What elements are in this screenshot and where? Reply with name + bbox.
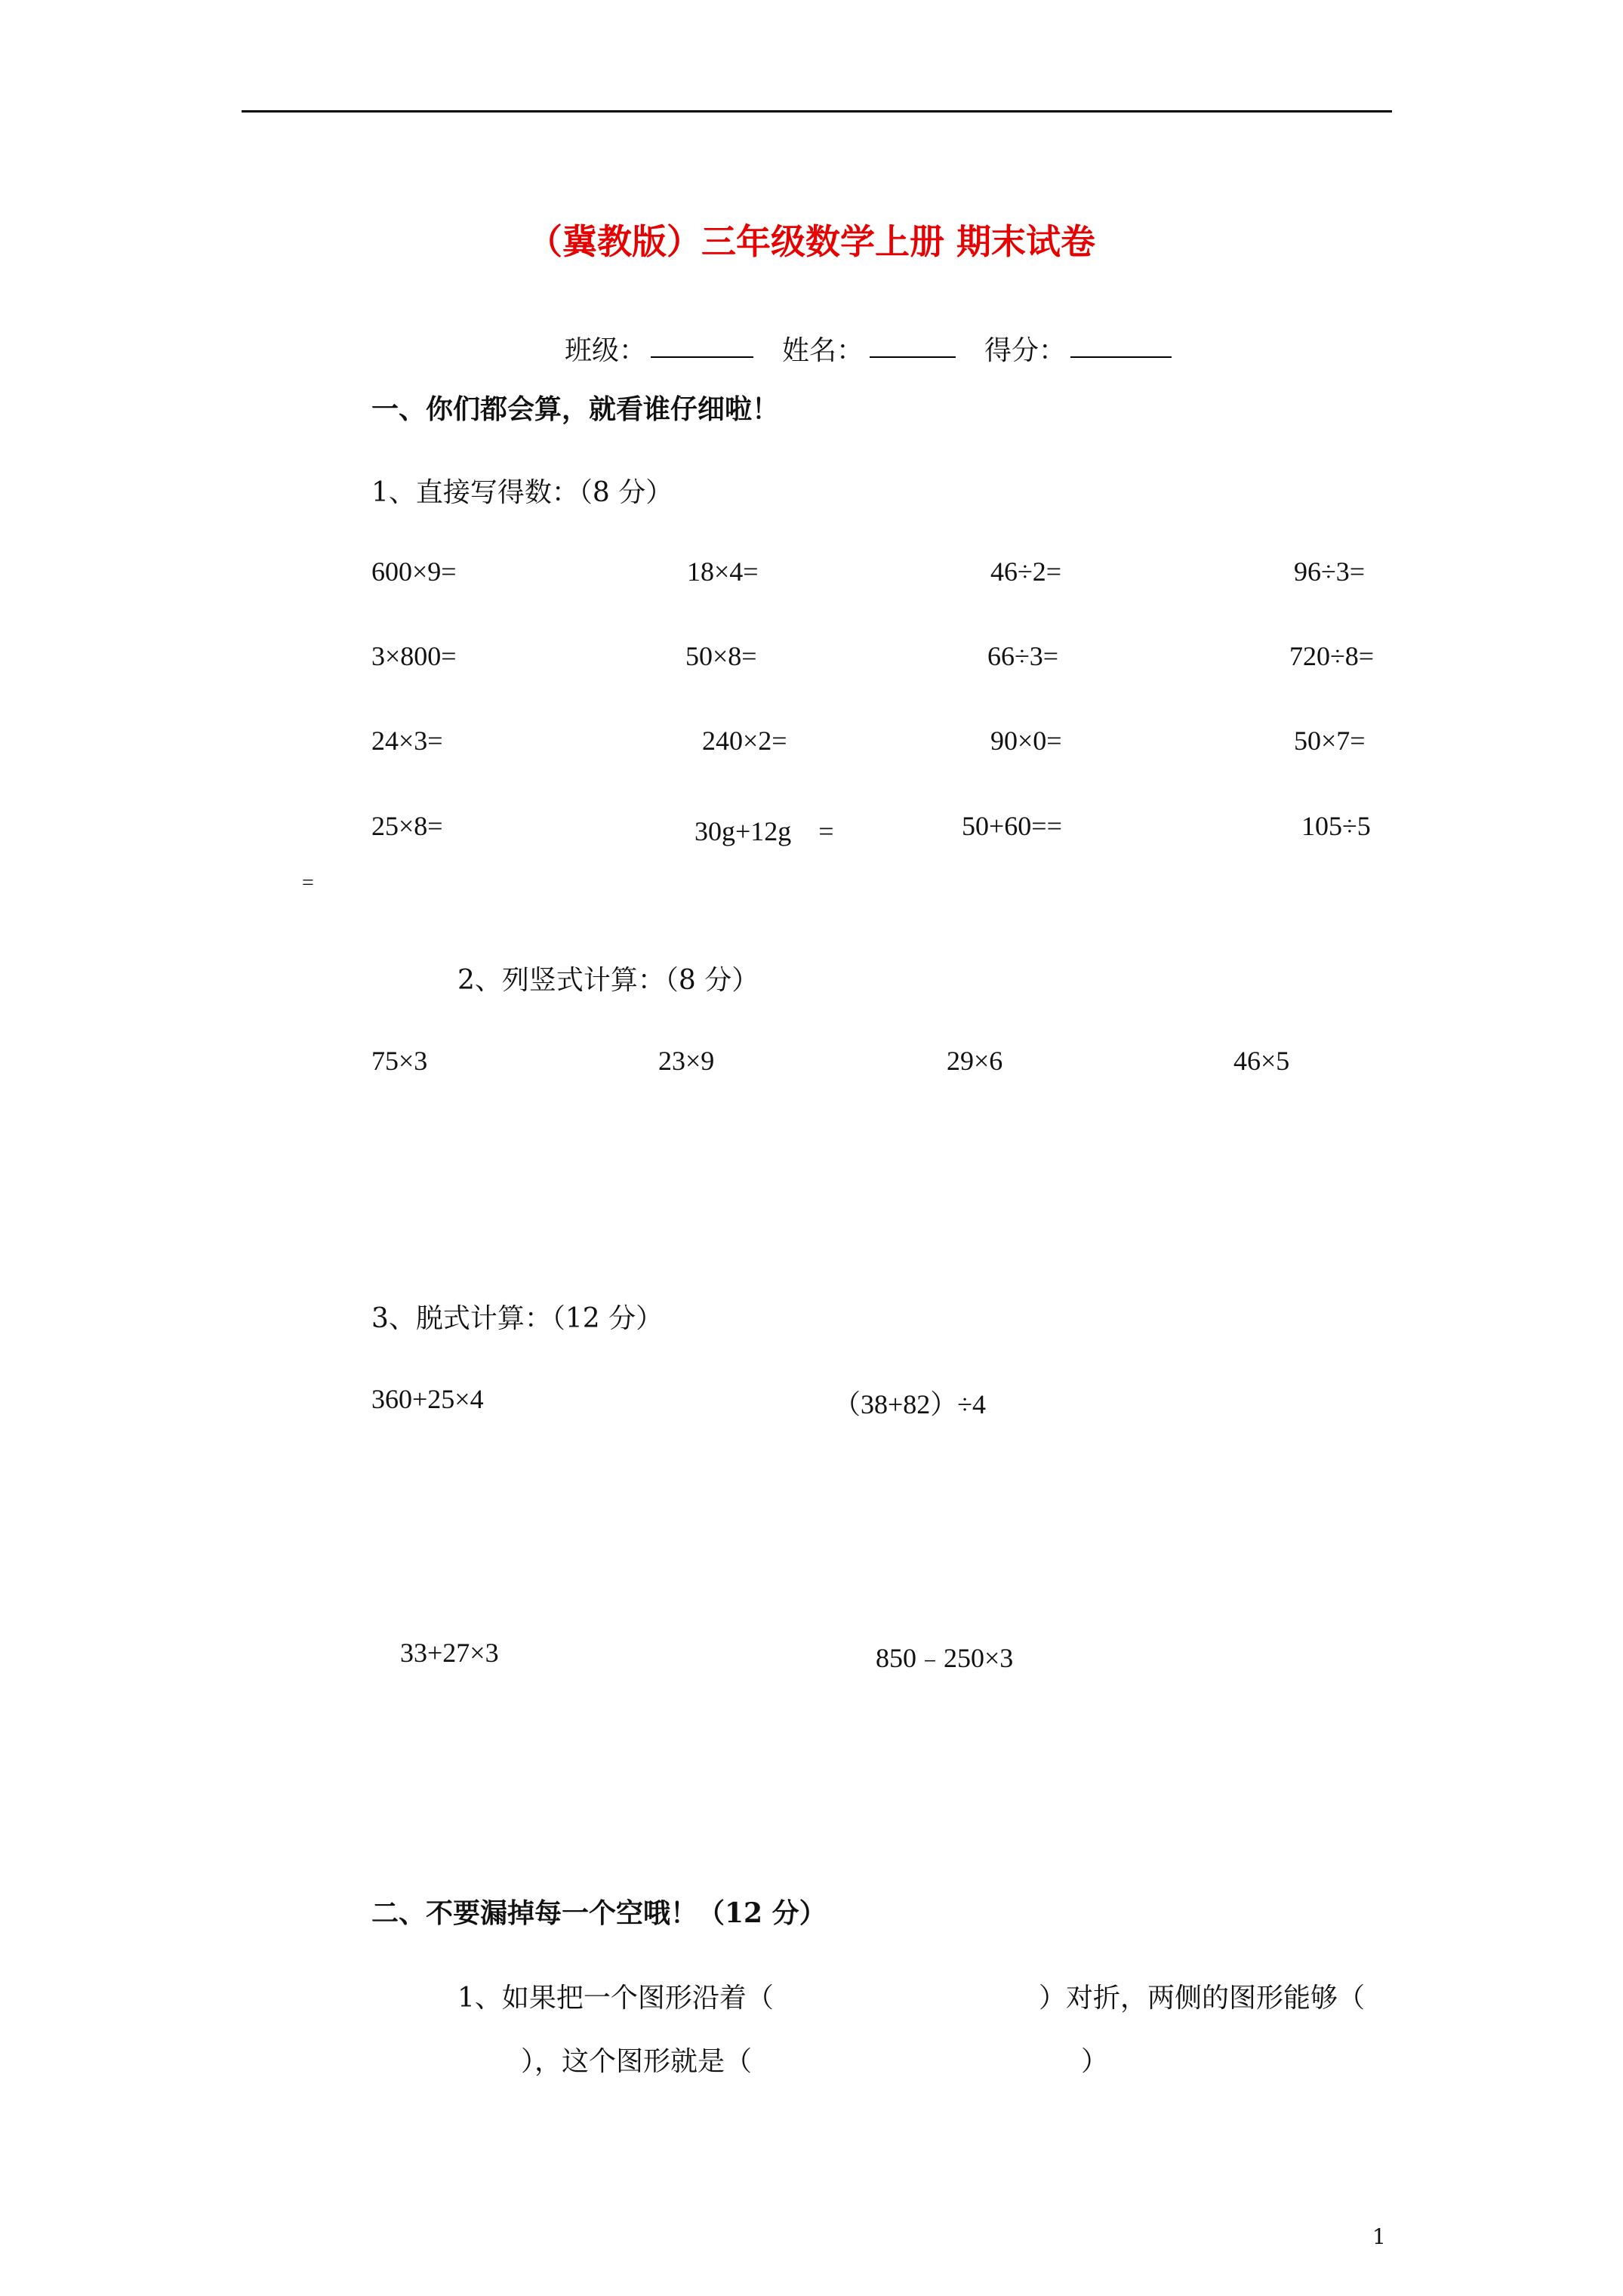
q1-item: 50×7= <box>1294 726 1366 756</box>
q1-item: 90×0= <box>990 726 1062 756</box>
name-label: 姓名： <box>782 335 864 366</box>
q1-item: 24×3= <box>371 726 443 756</box>
q1-item: 30g+12g = <box>694 816 834 846</box>
class-label: 班级： <box>565 335 647 366</box>
section1-heading: 一、你们都会算，就看谁仔细啦！ <box>371 393 780 425</box>
q1-item: 50×8= <box>685 641 757 671</box>
q1-item: 46÷2= <box>990 556 1062 587</box>
s2-q1-text: 1、如果把一个图形沿着（ <box>457 1983 774 2014</box>
q2-title: 2、列竖式计算：（8 分） <box>457 965 759 996</box>
s2-q1-text: ），这个图形就是（ <box>521 2046 753 2077</box>
q1-item: 66÷3= <box>987 641 1059 671</box>
score-blank[interactable] <box>1070 329 1172 365</box>
q2-item: 29×6 <box>947 1046 1003 1076</box>
q1-item: 105÷5 <box>1301 811 1371 841</box>
name-blank[interactable] <box>870 329 956 365</box>
score-label: 得分： <box>984 335 1067 366</box>
class-blank[interactable] <box>651 329 753 365</box>
q1-title: 1、直接写得数：（8 分） <box>371 477 673 508</box>
q1-item: 50+60== <box>962 811 1062 841</box>
q1-item: 720÷8= <box>1289 641 1375 671</box>
q3-item: 360+25×4 <box>371 1384 484 1414</box>
q1-item: 18×4= <box>687 556 759 587</box>
s2-q1-text: ） <box>1081 2046 1109 2077</box>
s2-q1-text: ）对折，两侧的图形能够（ <box>1039 1983 1366 2014</box>
q1-item: 240×2= <box>702 726 787 756</box>
section2-heading: 二、不要漏掉每一个空哦！（12 分） <box>371 1897 827 1929</box>
page-number: 1 <box>1372 2224 1386 2249</box>
header-rule <box>242 110 1392 112</box>
q1-item: 25×8= <box>371 811 443 841</box>
q1-wrap-equals: = <box>302 871 314 895</box>
q3-item: （38+82）÷4 <box>833 1389 987 1419</box>
q1-item: 600×9= <box>371 556 457 587</box>
q3-item: 33+27×3 <box>400 1638 499 1668</box>
q1-item: 96÷3= <box>1294 556 1366 587</box>
q1-item: 3×800= <box>371 641 457 671</box>
q3-title: 3、脱式计算：（12 分） <box>371 1303 664 1334</box>
exam-title: （冀教版）三年级数学上册 期末试卷 <box>527 221 1095 262</box>
q3-item: 850﹣250×3 <box>876 1643 1014 1673</box>
q2-item: 46×5 <box>1233 1046 1290 1076</box>
q2-item: 23×9 <box>658 1046 715 1076</box>
q2-item: 75×3 <box>371 1046 428 1076</box>
